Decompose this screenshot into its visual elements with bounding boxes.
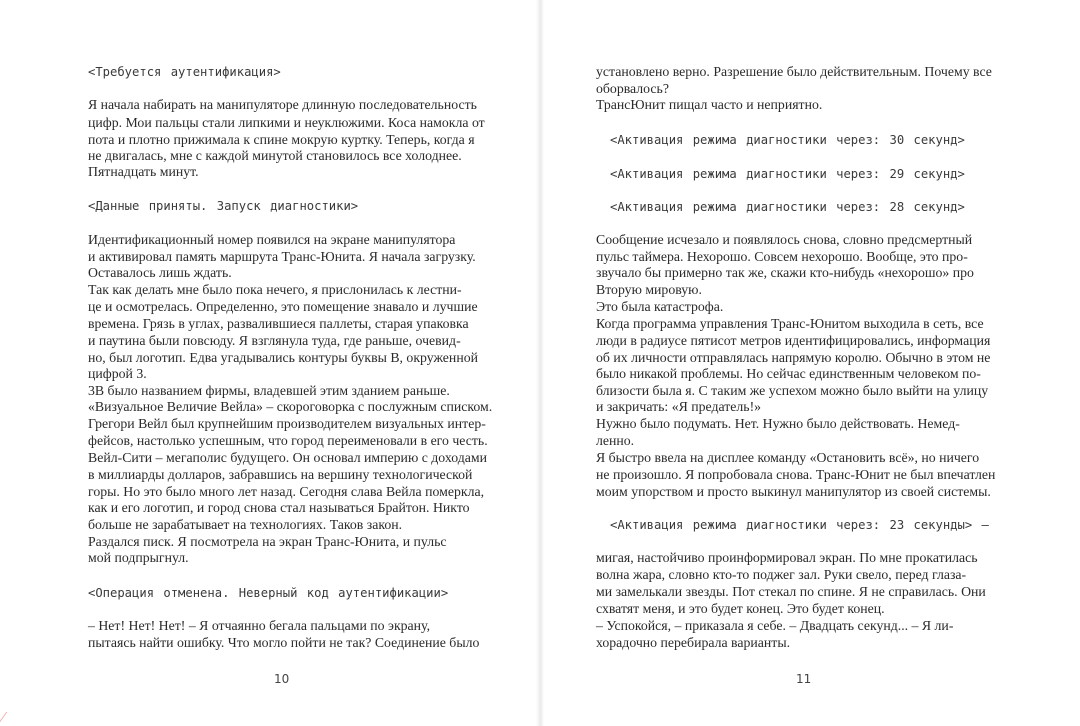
text-line: ТрансЮнит пищал часто и неприятно. [596,97,823,112]
system-message: <Активация режима диагностики через: 29 секунд> [610,167,965,181]
text-line: оборвалось? [596,81,669,96]
system-message: <Активация режима диагностики через: 23 секунды> – [610,518,989,532]
text-line: 3В было названием фирмы, владевшей этим зданием раньше. [88,383,450,398]
text-line: Грегори Вейл был крупнейшим производителем визуальных интер- [88,416,486,431]
text-line: схватят меня, и это будет конец. Это будет конец. [596,601,885,616]
text-line: хорадочно перебирала варианты. [596,635,791,650]
text-line: больше не зарабатывает на технологиях. Таков закон. [88,517,403,532]
text-line: Сообщение исчезало и появлялось снова, словно предсмертный [596,232,973,247]
text-line: волна жара, словно кто-то поджег зал. Руки свело, перед глаза- [596,567,967,582]
text-line: Вейл-Сити – мегаполис будущего. Он основал империю с доходами [88,450,487,465]
system-message: <Активация режима диагностики через: 30 секунд> [610,133,965,147]
text-line: цифрой 3. [88,366,147,381]
text-line: пульс таймера. Нехорошо. Совсем нехорошо. Вообще, это про- [596,249,968,264]
right-page [540,0,1080,726]
text-line: люди в радиусе пятисот метров идентифицировались, информация [596,333,991,348]
text-line: мой подпрыгнул. [88,550,189,565]
text-line: «Визуальное Величие Вейла» – скороговорка с послужным списком. [88,399,493,414]
text-line: Это была катастрофа. [596,299,724,314]
text-line: было никакой проблемы. Но сейчас единственным человеком по- [596,366,981,381]
text-line: Идентификационный номер появился на экране манипулятора [88,232,456,247]
text-line: Я быстро ввела на дисплее команду «Остановить всё», но ничего [596,450,980,465]
text-line: цифр. Мои пальцы стали липкими и неуклюжими. Коса намокла от [88,115,485,130]
text-line: как и его логотип, и город снова стал называться Брайтон. Никто [88,500,470,515]
text-line: времена. Грязь в углах, развалившиеся паллеты, старая упаковка [88,316,469,331]
text-line: це и осмотрелась. Определенно, это помещение знавало и лучшие [88,299,478,314]
text-line: Пятнадцать минут. [88,164,199,179]
system-message: <Активация режима диагностики через: 28 секунд> [610,200,965,214]
text-line: Оставалось лишь ждать. [88,265,232,280]
text-line: звучало бы примерно так же, скажи кто-нибудь «нехорошо» про [596,265,974,280]
system-message: <Требуется аутентификация> [88,65,281,79]
text-line: Когда программа управления Транс-Юнитом выходила в сеть, все [596,316,984,331]
text-line: пота и плотно прижимала к спине мокрую куртку. Теперь, когда я [88,132,475,147]
text-line: фейсов, настолько успешным, что город переименовали в его честь. [88,433,488,448]
text-line: и паутина были повсюду. Я взглянула туда, где раньше, очевид- [88,333,461,348]
text-line: ми замелькали звезды. Пот стекал по спине. Я не справилась. Они [596,584,986,599]
text-line: Раздался писк. Я посмотрела на экран Транс-Юнита, и пульс [88,534,447,549]
text-line: Так как делать мне было пока нечего, я прислонилась к лестни- [88,282,462,297]
system-message: <Данные приняты. Запуск диагностики> [88,199,359,213]
text-line: и активировал память маршрута Транс-Юнита. Я начала загрузку. [88,249,476,264]
text-line: – Успокойся, – приказала я себе. – Двадцать секунд... – Я ли- [596,618,954,633]
text-line: и закричать: «Я предатель!» [596,399,762,414]
page-number: 10 [274,672,290,686]
text-line: об их личности отправлялась напрямую королю. Обычно в этом не [596,350,991,365]
text-line: Я начала набирать на манипуляторе длинную последовательность [88,97,477,112]
text-line: не произошло. Я попробовала снова. Транс-Юнит не был впечатлен [596,467,996,482]
text-line: ленно. [596,433,635,448]
text-line: близости была я. С таким же успехом можно было выйти на улицу [596,383,989,398]
system-message: <Операция отменена. Неверный код аутентификации> [88,586,449,600]
text-line: Нужно было подумать. Нет. Нужно было действовать. Немед- [596,416,960,431]
text-line: – Нет! Нет! Нет! – Я отчаянно бегала пальцами по экрану, [88,618,431,633]
text-line: не двигалась, мне с каждой минутой становилось все холоднее. [88,148,462,163]
text-line: установлено верно. Разрешение было действительным. Почему все [596,64,992,79]
text-line: в миллиарды долларов, забравшись на вершину технологической [88,467,473,482]
page-number: 11 [796,672,812,686]
text-line: горы. Но это было много лет назад. Сегодня слава Вейла померкла, [88,484,485,499]
text-line: мигая, настойчиво проинформировал экран. По мне прокатилась [596,550,978,565]
text-line: но, был логотип. Едва угадывались контуры буквы В, окруженной [88,350,478,365]
text-line: Вторую мировую. [596,282,702,297]
text-line: моим упорством и просто выкинул манипулятор из своей системы. [596,484,991,499]
text-line: пытаясь найти ошибку. Что могло пойти не так? Соединение было [88,635,480,650]
